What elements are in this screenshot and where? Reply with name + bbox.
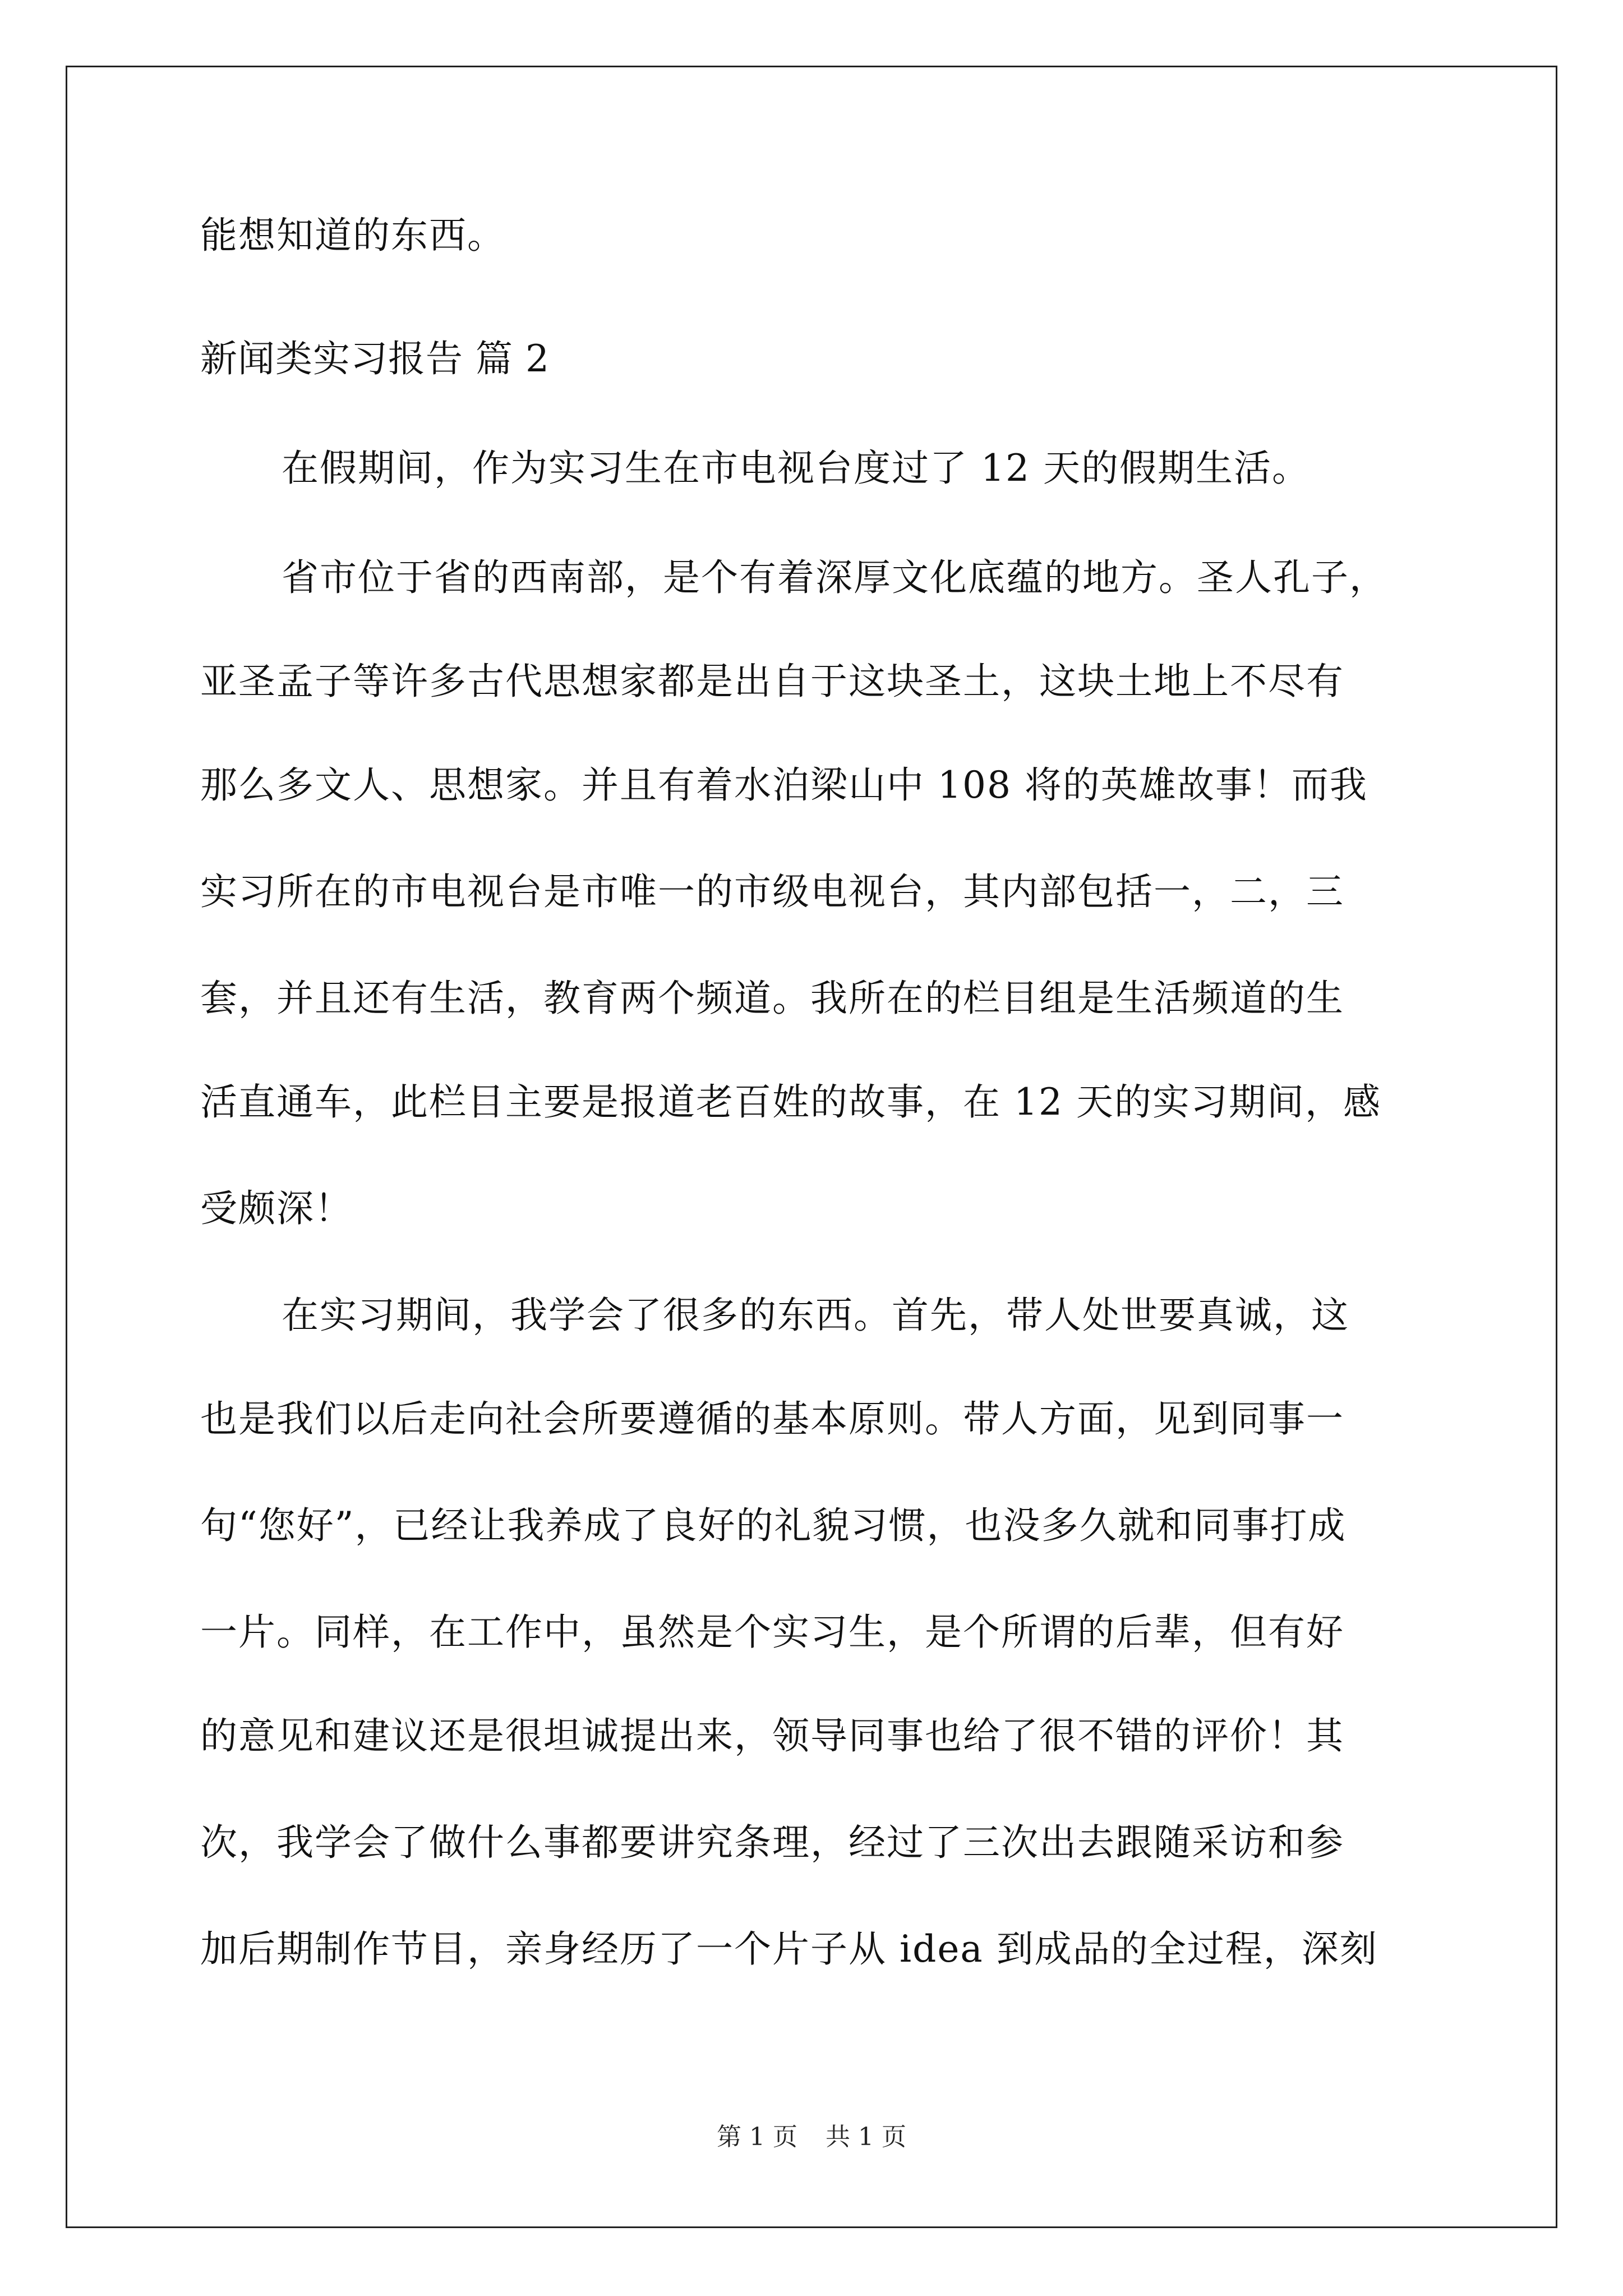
- text-line: 实习所在的市电视台是市唯一的市级电视台，其内部包括一，二，三: [200, 870, 1344, 913]
- page-number-current: 第 1 页: [717, 2123, 797, 2151]
- text-line: 活直通车，此栏目主要是报道老百姓的故事，在 12 天的实习期间，感: [200, 1080, 1381, 1124]
- text-line: 也是我们以后走向社会所要遵循的基本原则。带人方面，见到同事一: [200, 1397, 1344, 1441]
- text-line: 一片。同样，在工作中，虽然是个实习生，是个所谓的后辈，但有好: [200, 1611, 1344, 1654]
- page-number-total: 共 1 页: [826, 2123, 906, 2151]
- text-line: 加后期制作节目，亲身经历了一个片子从 idea 到成品的全过程，深刻: [200, 1927, 1378, 1971]
- text-line: 套，并且还有生活，教育两个频道。我所在的栏目组是生活频道的生: [200, 977, 1344, 1020]
- paragraph-first-line: 省市位于省的西南部，是个有着深厚文化底蕴的地方。圣人孔子，: [282, 556, 1387, 599]
- text-line: 次，我学会了做什么事都要讲究条理，经过了三次出去跟随采访和参: [200, 1821, 1344, 1864]
- paragraph-first-line: 在假期间，作为实习生在市电视台度过了 12 天的假期生活。: [282, 447, 1310, 490]
- text-line: 亚圣孟子等许多古代思想家都是出自于这块圣土，这块土地上不尽有: [200, 660, 1344, 703]
- text-line: 那么多文人、思想家。并且有着水泊梁山中 108 将的英雄故事！而我: [200, 763, 1368, 807]
- text-line: 能想知道的东西。: [200, 214, 505, 257]
- text-line: 句“您好”，已经让我养成了良好的礼貌习惯，也没多久就和同事打成: [200, 1504, 1347, 1547]
- text-line: 受颇深！: [200, 1187, 353, 1230]
- page-border: [66, 66, 1557, 2228]
- page-footer: [0, 2120, 1623, 2154]
- section-heading: 新闻类实习报告 篇 2: [200, 337, 550, 380]
- paragraph-first-line: 在实习期间，我学会了很多的东西。首先，带人处世要真诚，这: [282, 1294, 1349, 1337]
- text-line: 的意见和建议还是很坦诚提出来，领导同事也给了很不错的评价！其: [200, 1714, 1344, 1757]
